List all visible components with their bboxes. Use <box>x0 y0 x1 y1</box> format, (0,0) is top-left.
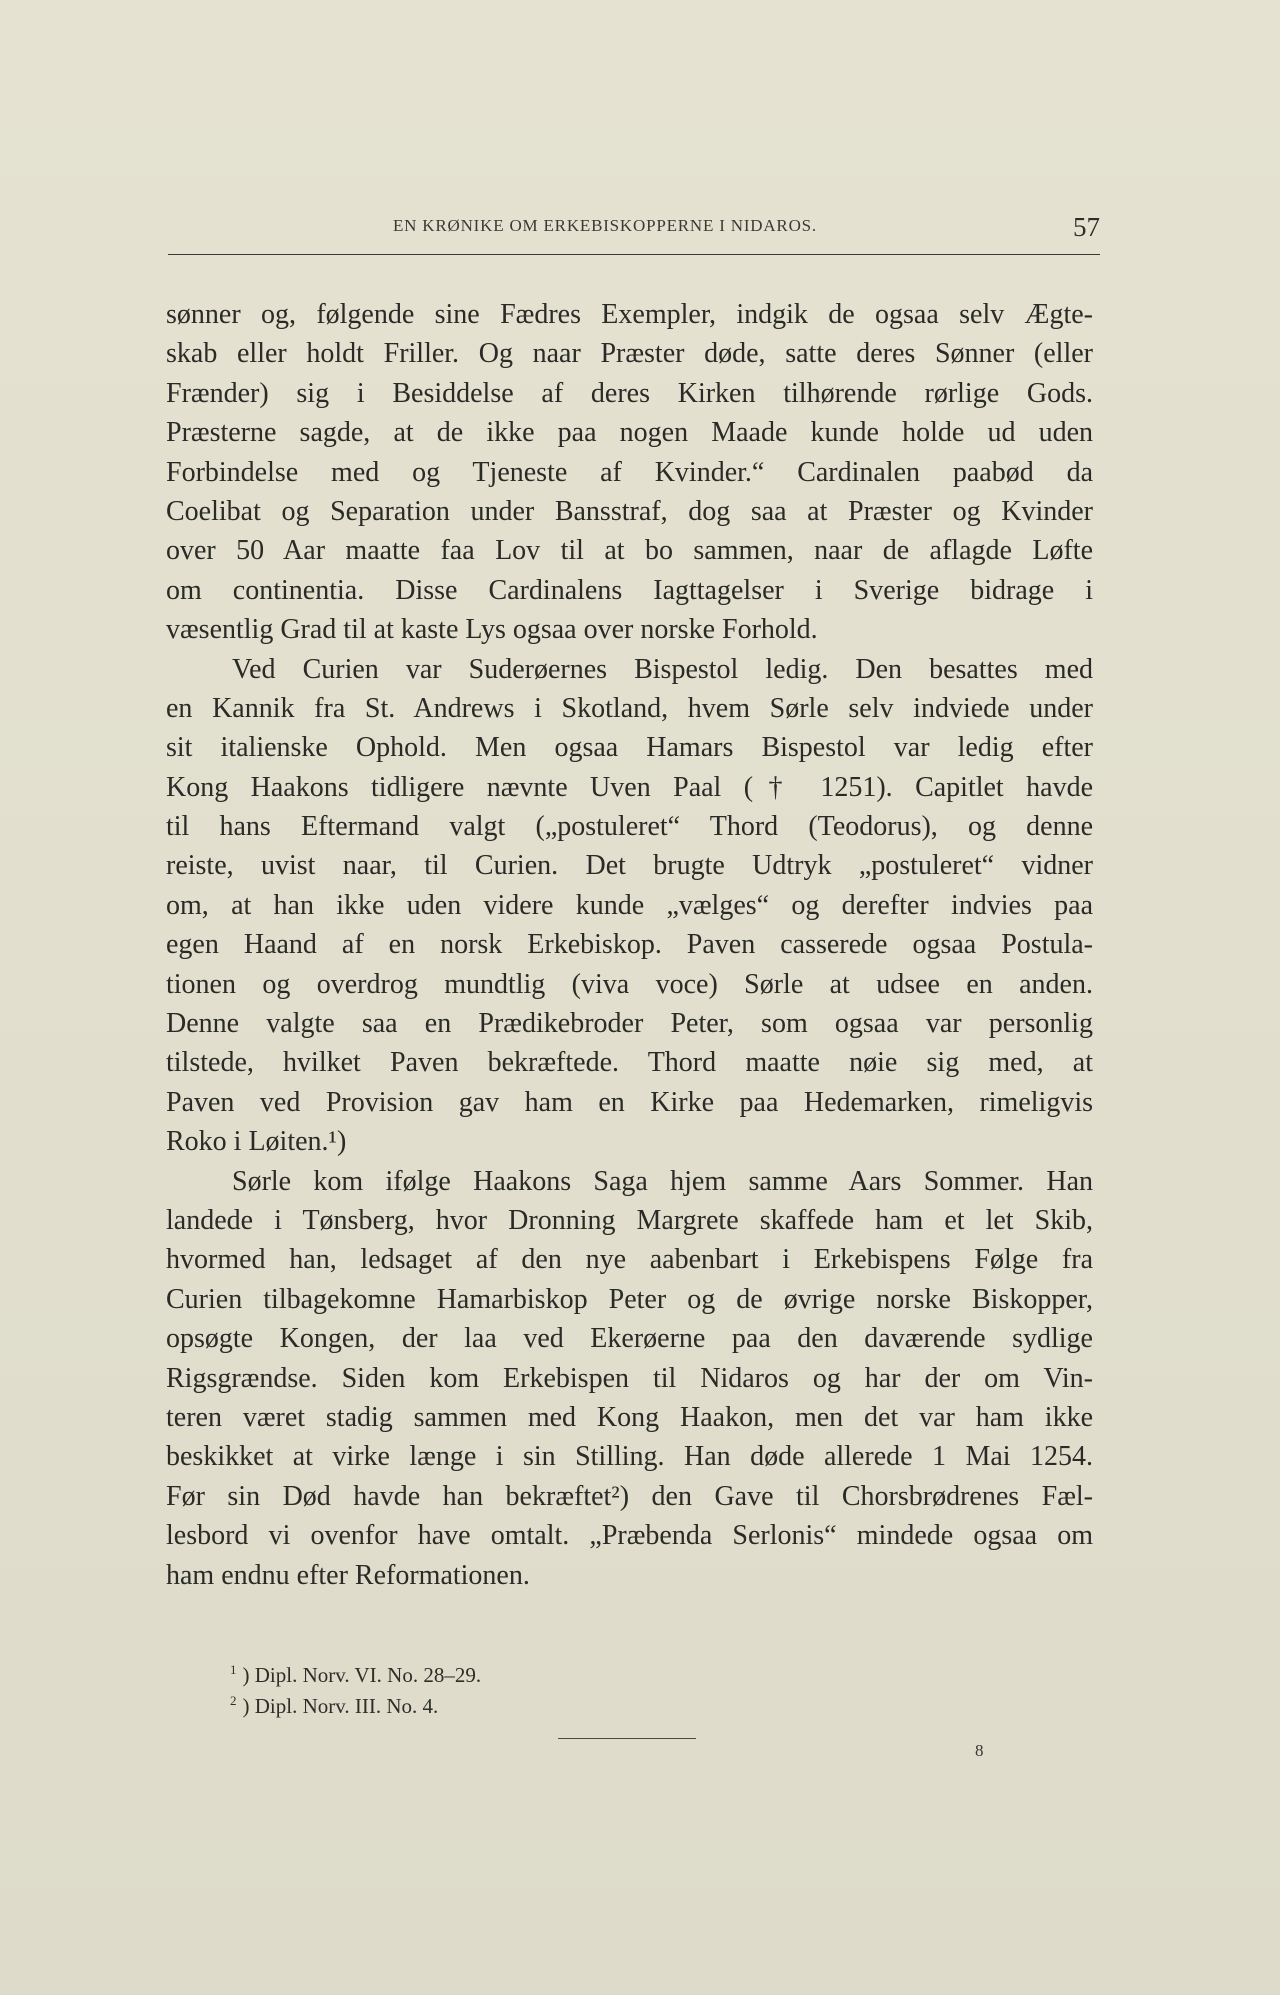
text-line: tionen og overdrog mundtlig (viva voce) Sørle at udsee en anden. <box>166 968 1093 1000</box>
text-line: lesbord vi ovenfor have omtalt. „Præbenda Serlonis“ mindede ogsaa om <box>166 1520 1093 1552</box>
text-line: om, at han ikke uden videre kunde „vælges“ og derefter indvies paa <box>166 889 1093 921</box>
footnotes <box>230 1654 481 1716</box>
text-line: om continentia. Disse Cardinalens Iagttagelser i Sverige bidrage i <box>166 574 1093 606</box>
footnote <box>230 1685 481 1716</box>
text-line: Denne valgte saa en Prædikebroder Peter, som ogsaa var personlig <box>166 1008 1093 1040</box>
text-line: over 50 Aar maatte faa Lov til at bo sammen, naar de aflagde Løfte <box>166 535 1093 567</box>
text-line: Coelibat og Separation under Bansstraf, dog saa at Præster og Kvinder <box>166 495 1093 527</box>
footnote-paren: ) <box>242 1694 255 1718</box>
text-line: Rigsgrændse. Siden kom Erkebispen til Nidaros og har der om Vin- <box>166 1362 1093 1394</box>
text-line: Paven ved Provision gav ham en Kirke paa Hedemarken, rimeligvis <box>166 1086 1093 1118</box>
text-line: til hans Eftermand valgt („postuleret“ Thord (Teodorus), og denne <box>166 811 1093 843</box>
text-line: Curien tilbagekomne Hamarbiskop Peter og de øvrige norske Biskopper, <box>166 1283 1093 1315</box>
signature-mark: 8 <box>975 1741 984 1760</box>
footnote-paren: ) <box>242 1663 255 1687</box>
running-head <box>168 214 1100 255</box>
footnote-mark: 2 <box>230 1693 237 1708</box>
page-number: 57 <box>1073 212 1100 242</box>
text-line: landede i Tønsberg, hvor Dronning Margrete skaffede ham et let Skib, <box>166 1204 1093 1236</box>
text-line: Ved Curien var Suderøernes Bispestol ledig. Den besattes med <box>232 653 1093 685</box>
text-line: en Kannik fra St. Andrews i Skotland, hvem Sørle selv indviede under <box>166 692 1093 724</box>
body-text <box>166 295 1093 1595</box>
text-line: skab eller holdt Friller. Og naar Præster døde, satte deres Sønner (eller <box>166 338 1093 370</box>
footnote-text: Dipl. Norv. III. No. 4. <box>254 1694 439 1718</box>
running-title: EN KRØNIKE OM ERKEBISKOPPERNE I NIDAROS. <box>393 216 817 235</box>
text-line: Præsterne sagde, at de ikke paa nogen Maade kunde holde ud uden <box>166 417 1093 449</box>
text-line: Forbindelse med og Tjeneste af Kvinder.“ Cardinalen paabød da <box>166 456 1093 488</box>
text-line: teren været stadig sammen med Kong Haakon, men det var ham ikke <box>166 1401 1093 1433</box>
text-line: opsøgte Kongen, der laa ved Ekerøerne paa den daværende sydlige <box>166 1323 1093 1355</box>
text-line: hvormed han, ledsaget af den nye aabenbart i Erkebispens Følge fra <box>166 1244 1093 1276</box>
footnote-text: Dipl. Norv. VI. No. 28–29. <box>254 1663 482 1687</box>
text-line: egen Haand af en norsk Erkebiskop. Paven casserede ogsaa Postula- <box>166 929 1093 961</box>
footnote <box>230 1654 481 1685</box>
text-line: beskikket at virke længe i sin Stilling. Han døde allerede 1 Mai 1254. <box>166 1441 1093 1473</box>
text-line: tilstede, hvilket Paven bekræftede. Thord maatte nøie sig med, at <box>166 1047 1093 1079</box>
text-line: sit italienske Ophold. Men ogsaa Hamars Bispestol var ledig efter <box>166 732 1093 764</box>
text-line: Før sin Død havde han bekræftet²) den Gave til Chorsbrødrenes Fæl- <box>166 1480 1093 1512</box>
text-line: Sørle kom ifølge Haakons Saga hjem samme Aars Sommer. Han <box>232 1165 1093 1197</box>
text-line: ham endnu efter Reformationen. <box>166 1559 530 1591</box>
text-line: væsentlig Grad til at kaste Lys ogsaa over norske Forhold. <box>166 614 818 646</box>
text-line: Kong Haakons tidligere nævnte Uven Paal († 1251). Capitlet havde <box>166 771 1093 803</box>
text-line: Frænder) sig i Besiddelse af deres Kirken tilhørende rørlige Gods. <box>166 377 1093 409</box>
text-line: reiste, uvist naar, til Curien. Det brugte Udtryk „postuleret“ vidner <box>166 850 1093 882</box>
text-line: sønner og, følgende sine Fædres Exempler, indgik de ogsaa selv Ægte- <box>166 299 1093 330</box>
footer-rule <box>558 1738 696 1739</box>
text-line: Roko i Løiten.¹) <box>166 1126 347 1158</box>
footnote-mark: 1 <box>230 1662 237 1677</box>
